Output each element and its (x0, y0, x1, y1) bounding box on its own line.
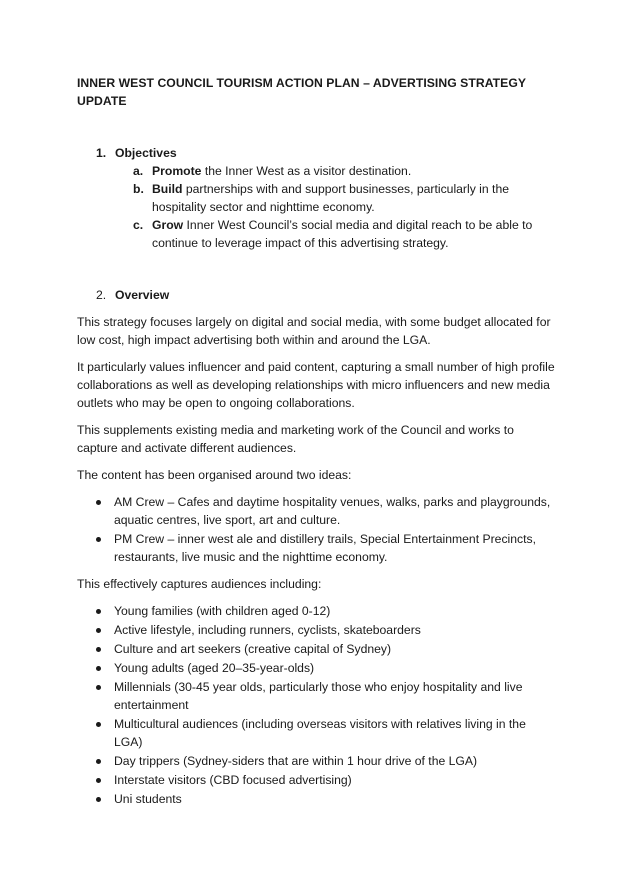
list-item: PM Crew – inner west ale and distillery trails, Special Entertainment Precincts, restaurants, live music and the nighttime economy. (77, 530, 556, 566)
bullet-icon (96, 647, 101, 652)
bullet-icon (96, 759, 101, 764)
objective-text: the Inner West as a visitor destination. (201, 164, 412, 178)
bullet-icon (96, 685, 101, 690)
overview-paragraph: The content has been organised around two ideas: (77, 468, 352, 482)
section-overview-heading (77, 286, 556, 304)
bullet-icon (96, 722, 101, 727)
objective-text: Inner West Council’s social media and digital reach to be able to continue to leverage impact of this advertising strategy. (152, 218, 533, 250)
bullet-icon (96, 666, 101, 671)
section-objectives-heading (77, 144, 556, 162)
list-item: AM Crew – Cafes and daytime hospitality venues, walks, parks and playgrounds, aquatic centres, live sport, art and culture. (77, 493, 556, 529)
section-label: Objectives (115, 146, 177, 160)
objective-text: partnerships with and support businesses, particularly in the hospitality sector and nighttime economy. (152, 182, 509, 214)
bullet-icon (96, 609, 101, 614)
list-item: Interstate visitors (CBD focused advertising) (77, 771, 556, 789)
overview-paragraph: This strategy focuses largely on digital and social media, with some budget allocated for low cost, high impact advertising both within and around the LGA. (77, 315, 551, 347)
list-item: Uni students (77, 790, 556, 808)
bullet-icon (96, 778, 101, 783)
overview-paragraph: It particularly values influencer and paid content, capturing a small number of high profile collaborations as well as developing relationships with micro influencers and new media outlets who may be open to ongoing collaborations. (77, 360, 555, 410)
list-item: Culture and art seekers (creative capital of Sydney) (77, 640, 556, 658)
objective-letter: c. (133, 218, 144, 232)
bullet-icon (96, 797, 101, 802)
objective-item (77, 162, 556, 180)
ideas-list (77, 493, 556, 566)
section-number: 2. (96, 288, 107, 302)
objective-keyword: Build (152, 182, 183, 196)
list-item: Day trippers (Sydney-siders that are within 1 hour drive of the LGA) (77, 752, 556, 770)
list-item: Multicultural audiences (including overseas visitors with relatives living in the LGA) (77, 715, 556, 751)
list-item: Young families (with children aged 0-12) (77, 602, 556, 620)
objective-item (77, 180, 556, 216)
bullet-icon (96, 500, 101, 505)
objective-letter: a. (133, 164, 144, 178)
objective-keyword: Promote (152, 164, 202, 178)
objective-keyword: Grow (152, 218, 184, 232)
bullet-icon (96, 537, 101, 542)
audiences-list (77, 602, 556, 808)
section-number: 1. (96, 146, 107, 160)
objective-letter: b. (133, 182, 144, 196)
list-item: Young adults (aged 20–35-year-olds) (77, 659, 556, 677)
objectives-list (77, 162, 556, 252)
document-title: INNER WEST COUNCIL TOURISM ACTION PLAN – ADVERTISING STRATEGY UPDATE (77, 76, 526, 108)
bullet-icon (96, 628, 101, 633)
list-item: Millennials (30-45 year olds, particularly those who enjoy hospitality and live entertainment (77, 678, 556, 714)
objective-item (77, 216, 556, 252)
audiences-intro: This effectively captures audiences including: (77, 577, 322, 591)
list-item: Active lifestyle, including runners, cyclists, skateboarders (77, 621, 556, 639)
overview-paragraph: This supplements existing media and marketing work of the Council and works to capture and activate different audiences. (77, 423, 514, 455)
section-label: Overview (115, 288, 170, 302)
